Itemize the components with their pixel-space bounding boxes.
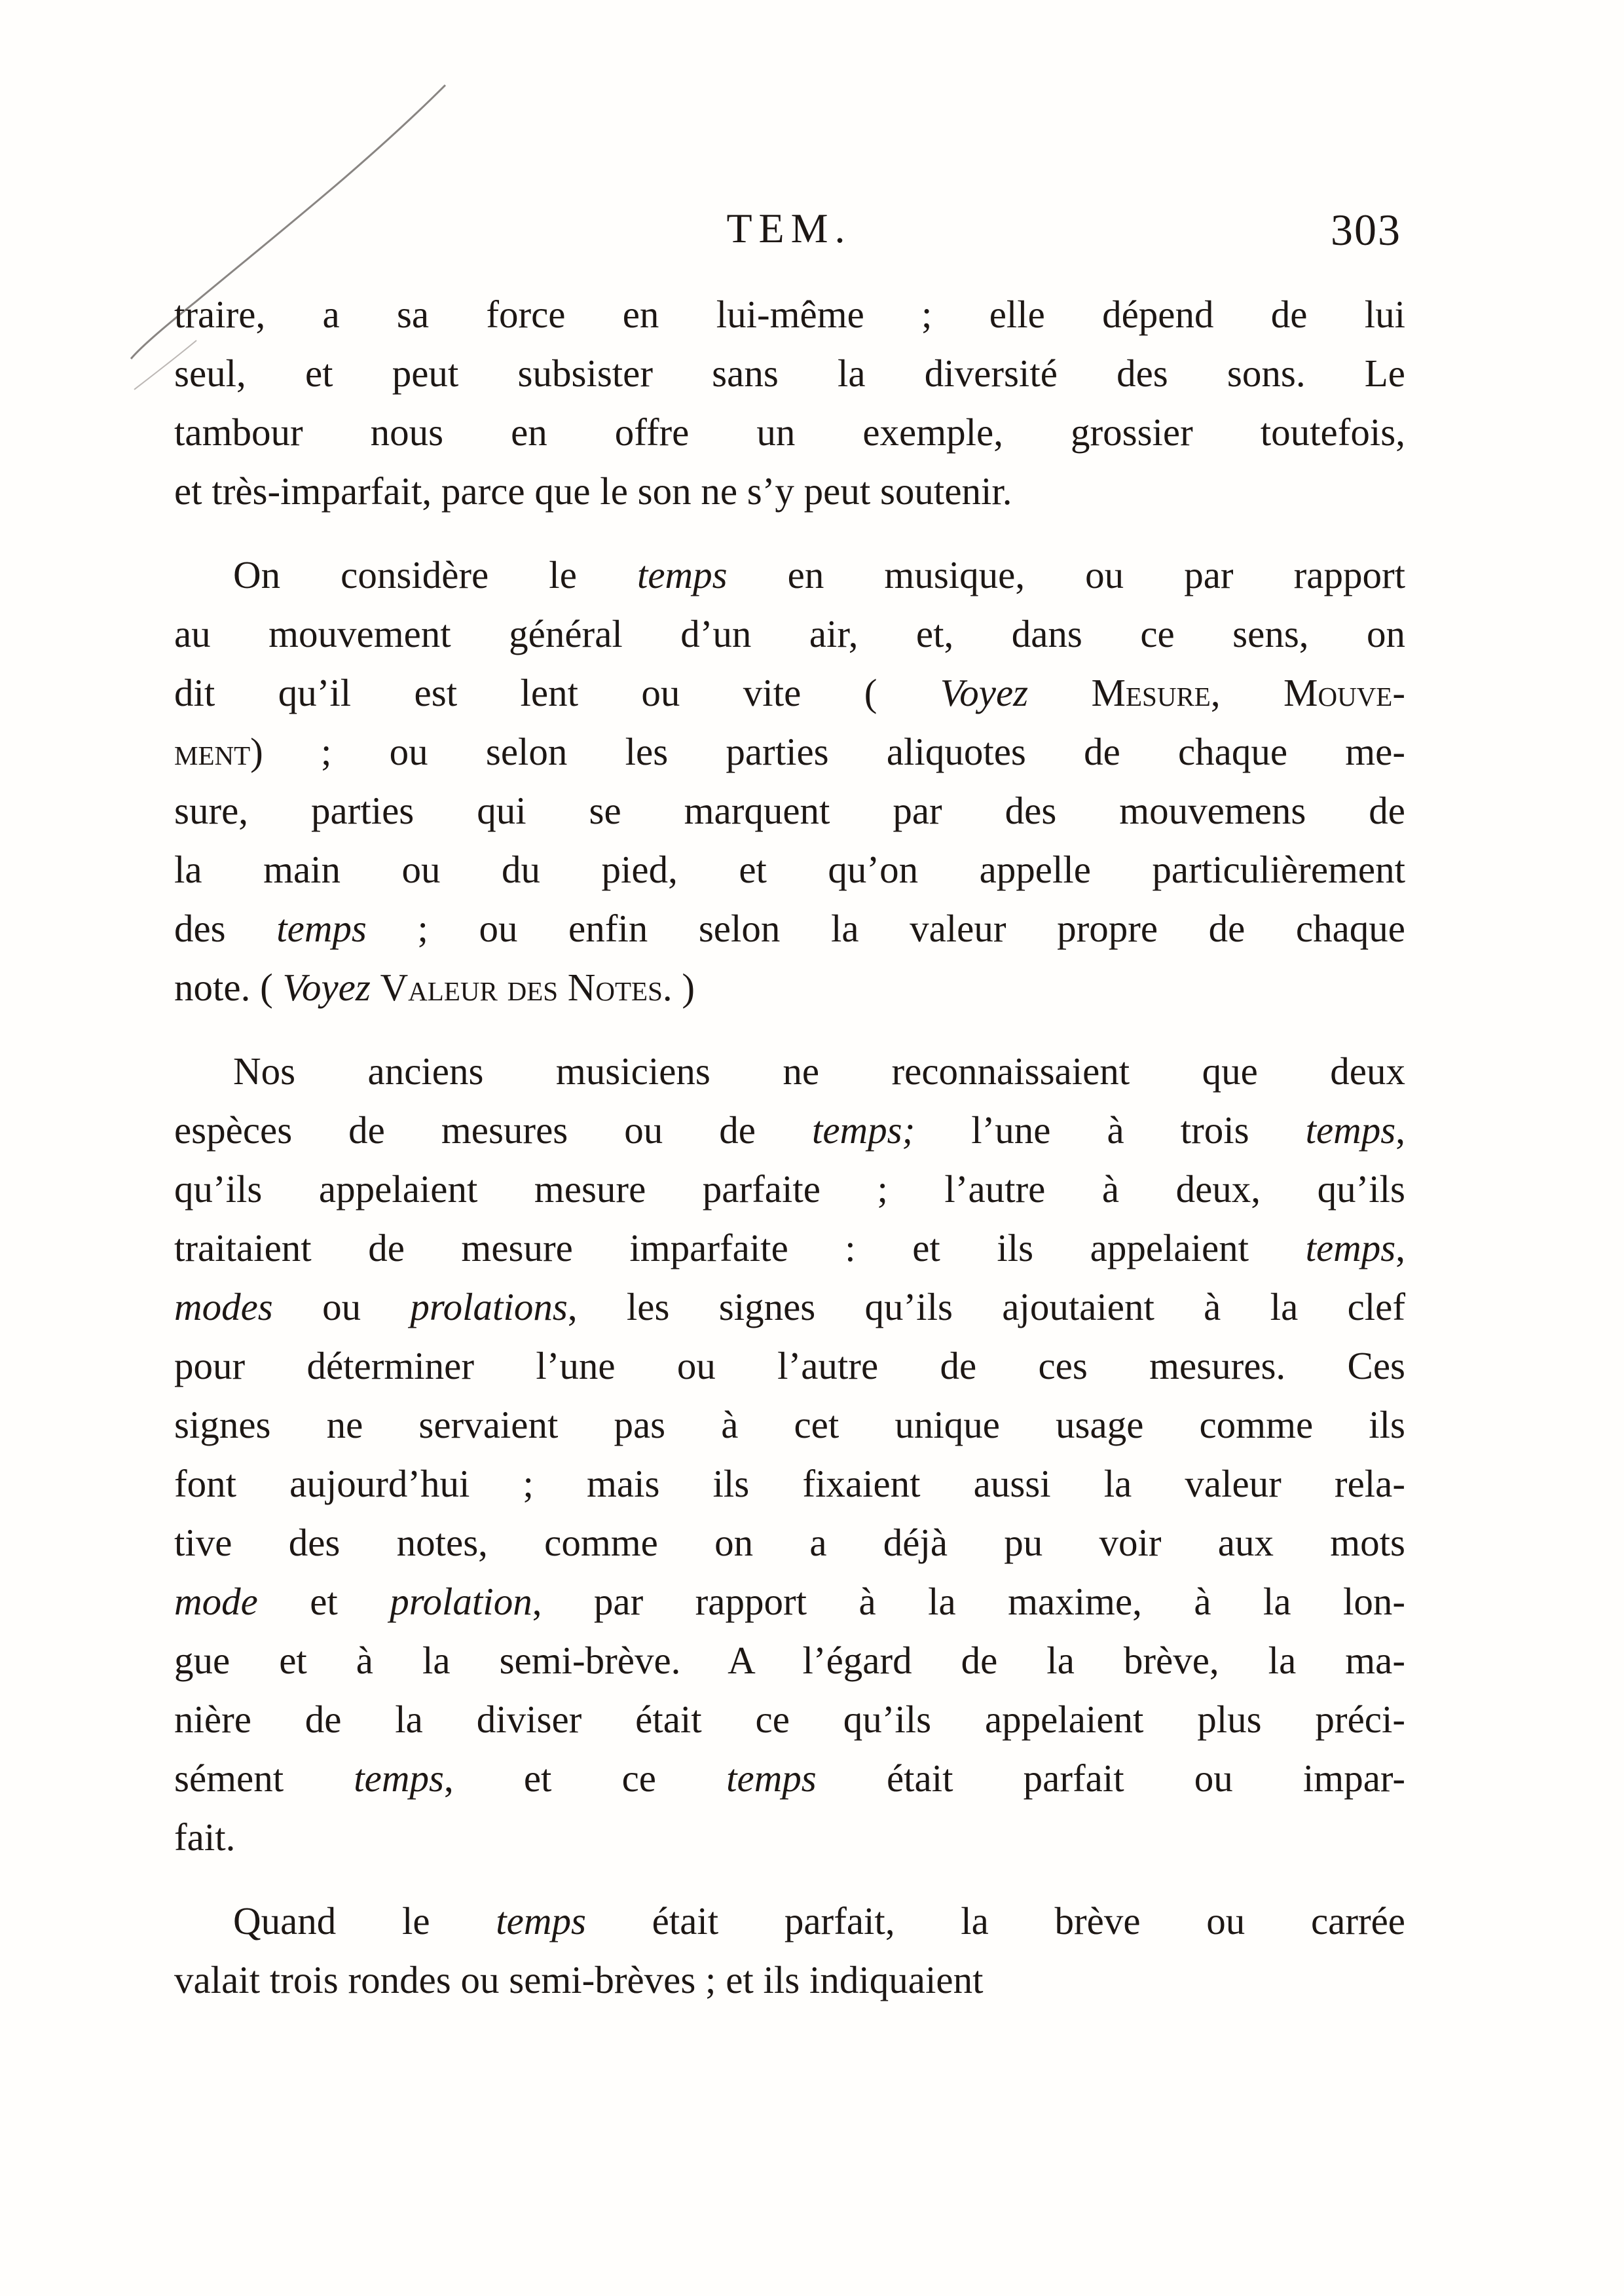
text-run: gue et à la semi-brève. A l’égard de la brève, la ma- (174, 1639, 1405, 1682)
text-line (174, 1631, 1405, 1690)
text-run: et très-imparfait, parce que le son ne s’y peut soutenir. (174, 469, 1012, 513)
text-line (174, 604, 1405, 663)
text-run: ou (272, 1285, 411, 1328)
text-line (174, 344, 1405, 403)
text-run: , et ce (443, 1757, 727, 1800)
text-run: la main ou du pied, et qu’on appelle particulièrement (174, 848, 1405, 891)
paragraph (174, 285, 1405, 520)
text-line (174, 1336, 1405, 1395)
text-run: , les signes qu’ils ajoutaient à la clef (567, 1285, 1405, 1328)
paragraph-gap (174, 1867, 1405, 1891)
text-run: , (1395, 1226, 1405, 1269)
text-run: qu’ils appelaient mesure parfaite ; l’autre à deux, qu’ils (174, 1167, 1405, 1211)
text-run: était parfait, la brève ou carrée (585, 1899, 1405, 1942)
text-run: ) ; ou selon les parties aliquotes de chaque me- (250, 730, 1405, 773)
italic-run: temps (1305, 1108, 1396, 1152)
italic-run: modes (174, 1285, 273, 1328)
text-run: traire, a sa force en lui-même ; elle dépend de lui (174, 293, 1405, 336)
text-run: au mouvement général d’un air, et, dans ce sens, on (174, 612, 1405, 655)
small-caps-run: ment (174, 730, 251, 773)
italic-run: temps (496, 1899, 586, 1942)
text-line (174, 958, 1405, 1017)
text-line (174, 1218, 1405, 1277)
text-line (174, 403, 1405, 462)
text-run: , (1395, 1108, 1405, 1152)
italic-run: temps (354, 1757, 444, 1800)
text-run: note. ( (174, 966, 283, 1009)
text-line (174, 722, 1405, 781)
text-line (174, 663, 1405, 722)
text-run: dit qu’il est lent ou vite ( (174, 671, 940, 714)
text-run: pour déterminer l’une ou l’autre de ces mesures. Ces (174, 1344, 1405, 1387)
text-run: On considère le (233, 553, 637, 596)
italic-run: temps (726, 1757, 817, 1800)
text-run: tive des notes, comme on a déjà pu voir aux mots (174, 1521, 1405, 1564)
text-run: ) (672, 966, 695, 1009)
text-line (174, 1690, 1405, 1749)
text-line (174, 1808, 1405, 1867)
text-run: tambour nous en offre un exemple, grossier toutefois, (174, 410, 1405, 454)
paragraph-gap (174, 1017, 1405, 1042)
paragraph (174, 1042, 1405, 1867)
text-run: Quand le (233, 1899, 496, 1942)
text-run (1028, 671, 1091, 714)
text-line (174, 1572, 1405, 1631)
italic-run: temps (637, 553, 728, 596)
italic-run: temps (1305, 1226, 1396, 1269)
italic-run: Voyez (282, 966, 371, 1009)
text-run: sure, parties qui se marquent par des mouvemens de (174, 789, 1405, 832)
text-line (174, 781, 1405, 840)
text-line (174, 840, 1405, 899)
text-run: seul, et peut subsister sans la diversité des sons. Le (174, 352, 1405, 395)
text-run: , par rapport à la maxime, à la lon- (532, 1580, 1405, 1623)
small-caps-run: Valeur des Notes. (380, 966, 673, 1009)
body-text (174, 285, 1405, 2009)
text-line (174, 462, 1405, 520)
text-line (174, 1159, 1405, 1218)
italic-run: mode (174, 1580, 258, 1623)
small-caps-run: Mesure (1091, 671, 1211, 714)
text-run: nière de la diviser était ce qu’ils appelaient plus préci- (174, 1698, 1405, 1741)
text-line (174, 1513, 1405, 1572)
text-line (174, 1891, 1405, 1950)
text-line (174, 1395, 1405, 1454)
text-line (174, 545, 1405, 604)
italic-run: prolations (410, 1285, 568, 1328)
running-title: TEM. (726, 205, 852, 251)
text-run (371, 966, 380, 1009)
paragraph-gap (174, 520, 1405, 545)
text-line (174, 1277, 1405, 1336)
text-line (174, 1042, 1405, 1101)
text-run: et (257, 1580, 390, 1623)
italic-run: Voyez (940, 671, 1029, 714)
italic-run: prolation (390, 1580, 532, 1623)
text-run: signes ne servaient pas à cet unique usage comme ils (174, 1403, 1405, 1446)
text-line (174, 1950, 1405, 2009)
text-run: des (174, 907, 277, 950)
text-run: espèces de mesures ou de (174, 1108, 812, 1152)
text-run: en musique, ou par rapport (727, 553, 1406, 596)
italic-run: temps; (811, 1108, 915, 1152)
text-run: valait trois rondes ou semi-brèves ; et ils indiquaient (174, 1958, 984, 2001)
running-head (177, 196, 1401, 268)
paragraph (174, 545, 1405, 1017)
text-line (174, 1101, 1405, 1159)
text-run: fait. (174, 1815, 236, 1859)
text-run: ; ou enfin selon la valeur propre de chaque (366, 907, 1405, 950)
text-line (174, 899, 1405, 958)
text-run: , (1210, 671, 1284, 714)
text-run: était parfait ou impar- (816, 1757, 1406, 1800)
small-caps-run: Mouve- (1283, 671, 1405, 714)
italic-run: temps (276, 907, 367, 950)
text-run: Nos anciens musiciens ne reconnaissaient que deux (233, 1049, 1405, 1093)
text-line (174, 1749, 1405, 1808)
text-line (174, 285, 1405, 344)
page-number: 303 (1331, 205, 1401, 255)
text-line (174, 1454, 1405, 1513)
text-run: traitaient de mesure imparfaite : et ils appelaient (174, 1226, 1306, 1269)
text-run: l’une à trois (915, 1108, 1306, 1152)
text-run: font aujourd’hui ; mais ils fixaient aussi la valeur rela- (174, 1462, 1405, 1505)
text-run: sément (174, 1757, 354, 1800)
paragraph (174, 1891, 1405, 2009)
